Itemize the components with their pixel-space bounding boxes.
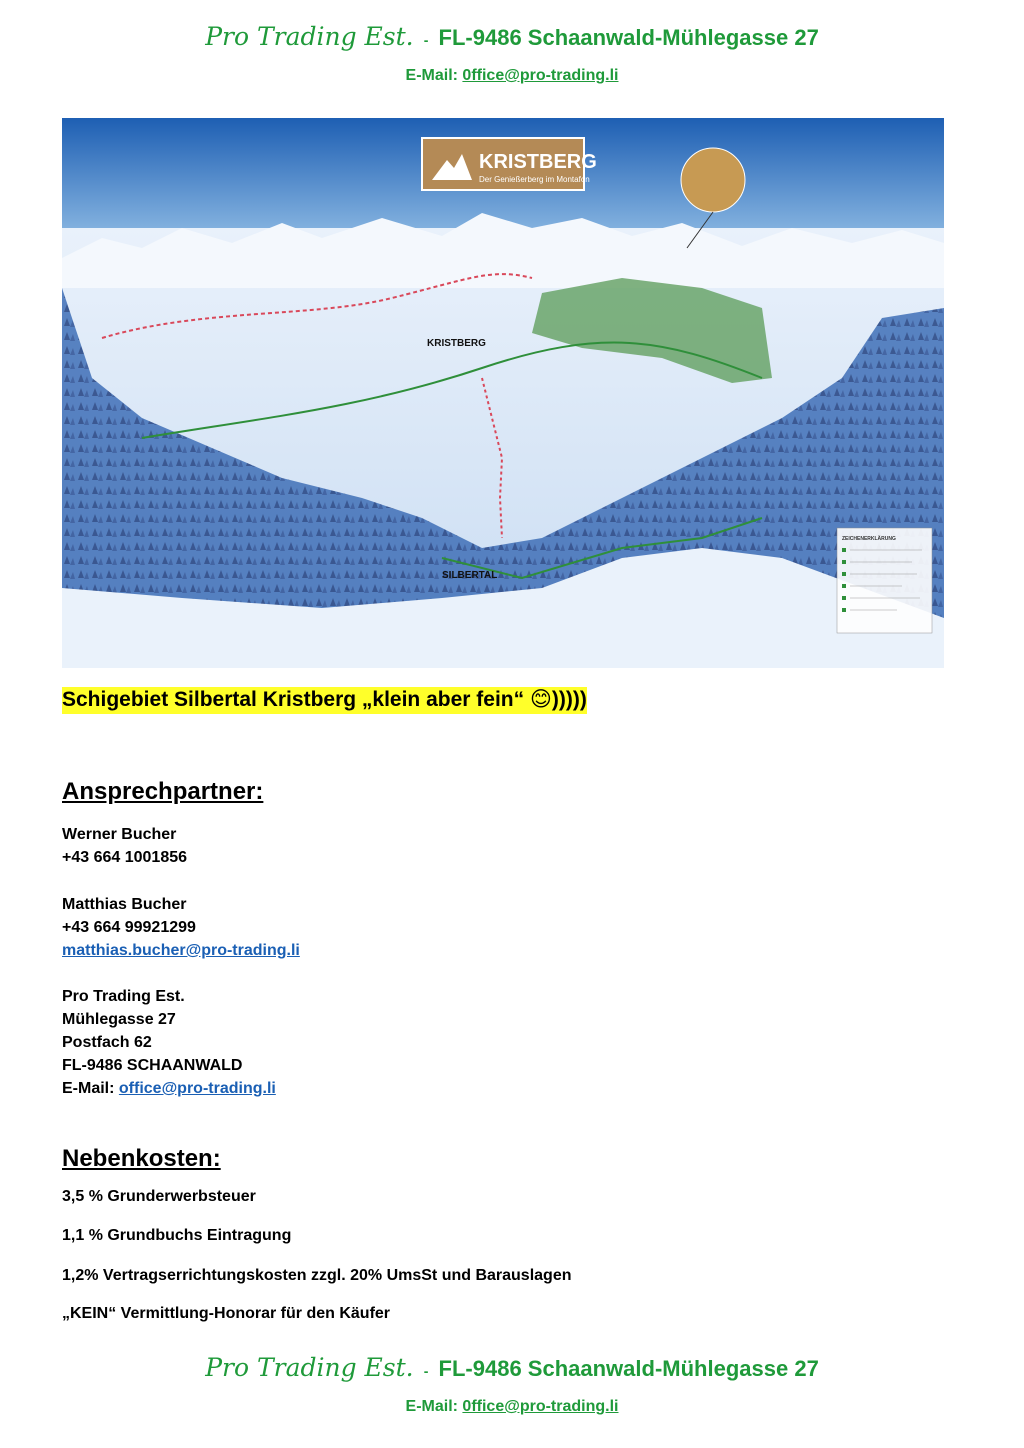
contacts-title: Ansprechpartner: — [62, 778, 264, 805]
company-address — [62, 985, 276, 1100]
company-name: Pro Trading Est. — [62, 988, 185, 1005]
costs-title: Nebenkosten: — [62, 1145, 221, 1172]
map-logo-subtitle: Der Genießerberg im Montafon — [479, 175, 590, 184]
header-line — [0, 22, 1024, 51]
header-email-link[interactable]: 0ffice@pro-trading.li — [462, 1398, 619, 1415]
header-email-line — [0, 67, 1024, 85]
company-email-link[interactable]: office@pro-trading.li — [118, 1080, 276, 1097]
headline-highlight: Schigebiet Silbertal Kristberg „klein aber fein“ 😊))))) — [62, 687, 587, 714]
contact-person-1 — [62, 823, 187, 869]
map-logo-title: KRISTBERG — [479, 151, 597, 173]
map-label-kristberg: KRISTBERG — [427, 338, 486, 349]
cost-item: 1,2% Vertragserrichtungskosten zzgl. 20% UmsSt und Barauslagen — [62, 1267, 572, 1284]
contact-person-2 — [62, 893, 300, 962]
header-email-label: E-Mail: — [405, 1398, 458, 1415]
ski-map-illustration — [62, 118, 944, 668]
contact-phone: +43 664 1001856 — [62, 849, 188, 866]
company-email-label: E-Mail: — [62, 1080, 115, 1097]
contact-name: Werner Bucher — [62, 826, 177, 843]
header-brand: Pro Trading Est. — [205, 1353, 414, 1382]
header-separator: - — [423, 32, 429, 48]
header-line — [0, 1353, 1024, 1382]
company-city: FL-9486 SCHAANWALD — [62, 1057, 243, 1074]
header-email-label: E-Mail: — [405, 67, 458, 84]
ski-map-image — [62, 118, 944, 668]
page-header — [0, 22, 1024, 85]
cost-item: 1,1 % Grundbuchs Eintragung — [62, 1227, 292, 1244]
header-separator: - — [423, 1363, 429, 1379]
map-legend-title: ZEICHENERKLÄRUNG — [842, 536, 896, 542]
header-address: FL-9486 Schaanwald-Mühlegasse 27 — [438, 1356, 819, 1381]
header-address: FL-9486 Schaanwald-Mühlegasse 27 — [438, 25, 819, 50]
header-email-line — [0, 1398, 1024, 1416]
contact-phone: +43 664 99921299 — [62, 919, 196, 936]
cost-item: 3,5 % Grunderwerbsteuer — [62, 1188, 256, 1205]
cost-item: „KEIN“ Vermittlung-Honorar für den Käufer — [62, 1305, 391, 1322]
company-email-line — [62, 1077, 276, 1100]
company-pobox: Postfach 62 — [62, 1034, 152, 1051]
contact-email-link[interactable]: matthias.bucher@pro-trading.li — [62, 942, 300, 959]
map-label-silbertal: SILBERTAL — [442, 570, 498, 581]
page-footer-header — [0, 1353, 1024, 1416]
header-email-link[interactable]: 0ffice@pro-trading.li — [462, 67, 619, 84]
company-street: Mühlegasse 27 — [62, 1011, 176, 1028]
header-brand: Pro Trading Est. — [205, 22, 414, 51]
contact-name: Matthias Bucher — [62, 896, 187, 913]
